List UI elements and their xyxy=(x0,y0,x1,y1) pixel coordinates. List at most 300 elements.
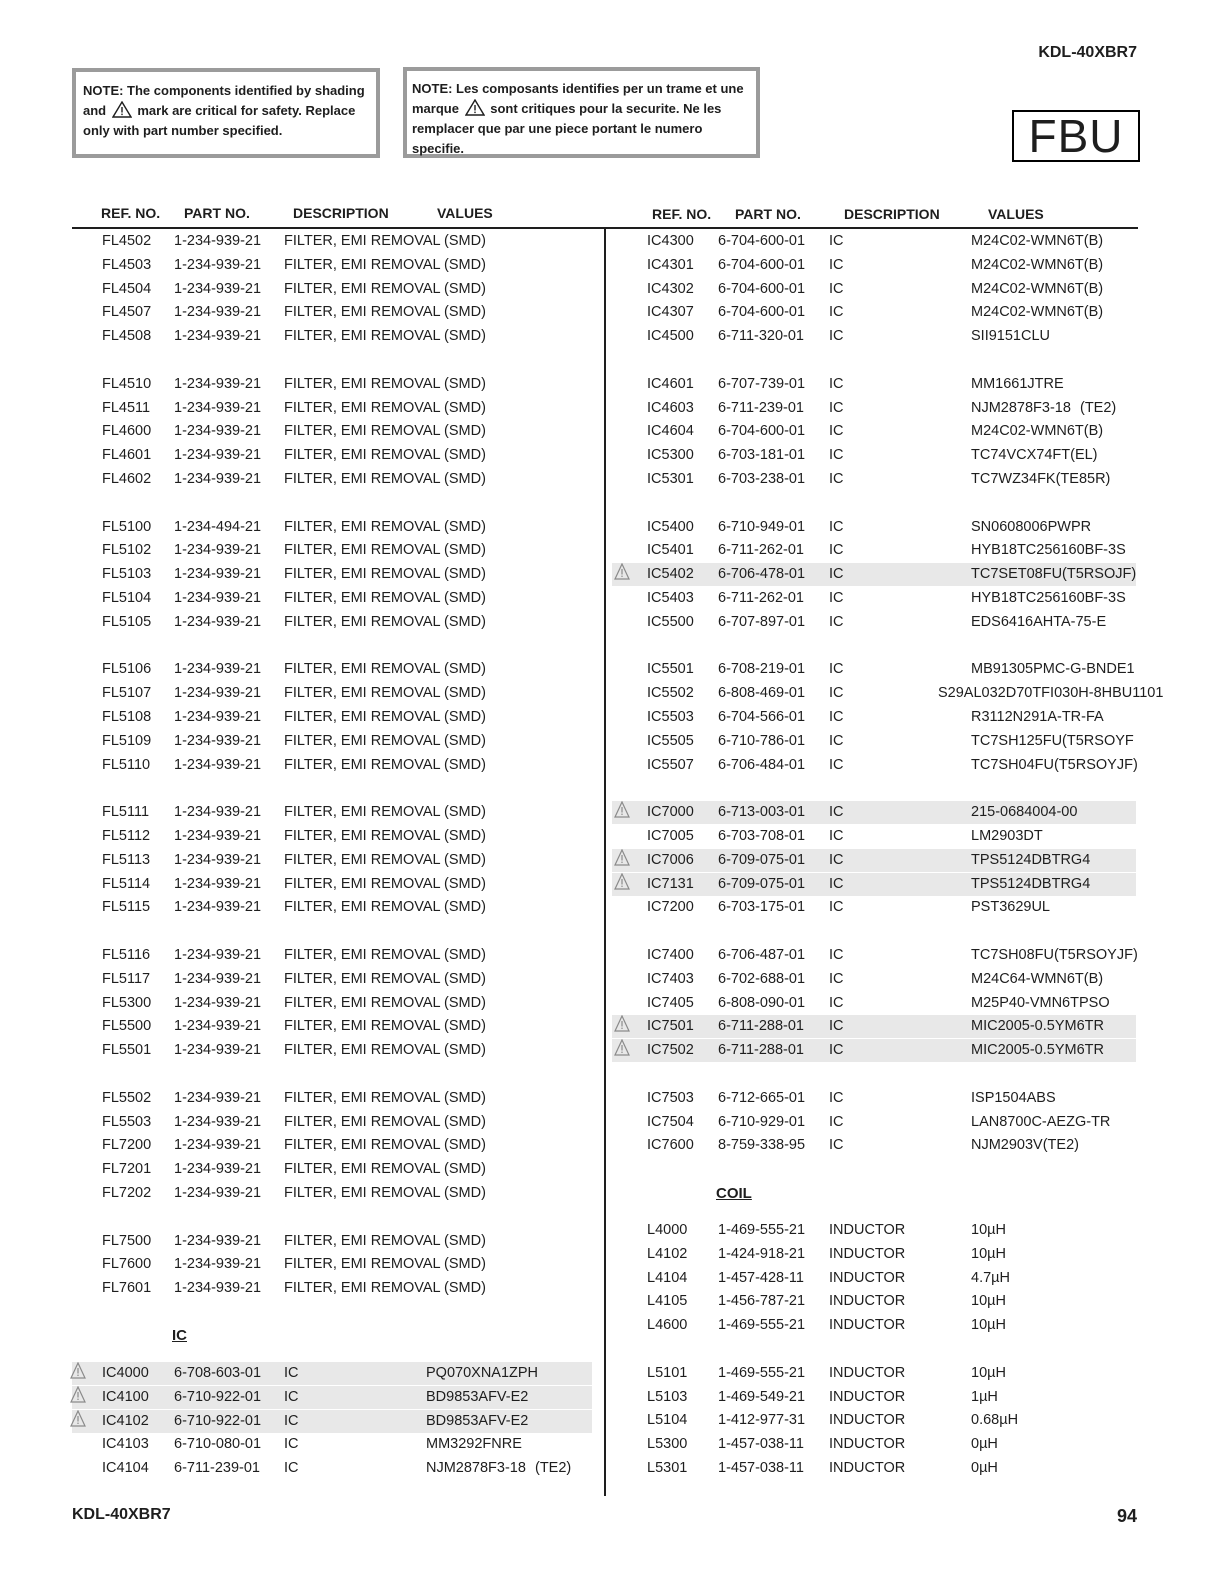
table-row xyxy=(72,1457,592,1480)
table-row xyxy=(612,301,1136,324)
part-no: 1-234-939-21 xyxy=(174,709,262,725)
description: INDUCTOR xyxy=(829,1460,906,1476)
value: SII9151CLU xyxy=(971,328,1050,345)
header-rule-right xyxy=(605,227,1138,229)
description: FILTER, EMI REMOVAL (SMD) xyxy=(284,613,486,630)
warning-triangle-icon xyxy=(614,1015,630,1032)
description: IC xyxy=(829,471,844,487)
description: FILTER, EMI REMOVAL (SMD) xyxy=(284,970,486,987)
description: IC xyxy=(829,542,844,559)
part-no: 1-234-939-21 xyxy=(174,590,262,606)
description: INDUCTOR xyxy=(829,1388,906,1405)
part-no: 6-702-688-01 xyxy=(718,970,806,987)
note-french-text-start: NOTE: Les composants identifies per un trame et une marque xyxy=(412,81,744,116)
table-row xyxy=(612,1290,1136,1313)
header-ref-no-right: REF. NO. xyxy=(652,206,712,222)
table-row xyxy=(612,420,1136,443)
table-row xyxy=(72,873,592,896)
table-row xyxy=(72,278,592,301)
description: IC xyxy=(829,947,844,963)
value: 1µH xyxy=(971,1388,998,1405)
value: SN0608006PWPR xyxy=(971,518,1092,535)
header-values-left: VALUES xyxy=(437,205,493,221)
header-description-right: DESCRIPTION xyxy=(844,206,940,222)
ref-no: FL4601 xyxy=(102,447,152,464)
ref-no: IC7503 xyxy=(647,1089,694,1106)
description: IC xyxy=(829,256,844,273)
part-no: 6-710-786-01 xyxy=(718,732,806,749)
ref-no: IC4302 xyxy=(647,280,694,297)
table-row xyxy=(612,230,1136,253)
ref-no: L5301 xyxy=(647,1460,688,1476)
value: 10µH xyxy=(971,1245,1006,1262)
part-no: 1-234-939-21 xyxy=(174,1256,262,1273)
description: INDUCTOR xyxy=(829,1245,906,1262)
table-row xyxy=(72,968,592,991)
value: S29AL032D70TFI030H-8HBU1101 xyxy=(938,685,1164,702)
ref-no: FL4508 xyxy=(102,328,152,345)
part-no: 6-703-238-01 xyxy=(718,471,806,487)
table-row xyxy=(72,1410,592,1433)
table-row xyxy=(612,754,1136,777)
description: FILTER, EMI REMOVAL (SMD) xyxy=(284,423,486,440)
value: 4.7µH xyxy=(971,1269,1010,1286)
description: FILTER, EMI REMOVAL (SMD) xyxy=(284,1280,486,1297)
ref-no: IC4300 xyxy=(647,233,694,249)
value: TC7SET08FU(T5RSOJF) xyxy=(971,566,1137,583)
part-no: 1-234-939-21 xyxy=(174,328,262,345)
value: MB91305PMC-G-BNDE1 xyxy=(971,661,1135,678)
part-no: 1-234-939-21 xyxy=(174,1280,262,1297)
table-row xyxy=(612,1087,1136,1110)
ref-no: FL5106 xyxy=(102,661,152,678)
part-no: 1-234-939-21 xyxy=(174,399,262,416)
ref-no: FL5110 xyxy=(102,756,151,773)
description: FILTER, EMI REMOVAL (SMD) xyxy=(284,851,486,868)
part-no: 6-711-239-01 xyxy=(174,1460,260,1477)
table-row xyxy=(72,516,592,539)
part-no: 1-234-939-21 xyxy=(174,994,262,1011)
table-row xyxy=(612,278,1136,301)
description: IC xyxy=(829,518,844,535)
ref-no: IC4604 xyxy=(647,423,694,440)
value: 10µH xyxy=(971,1364,1006,1381)
description: FILTER, EMI REMOVAL (SMD) xyxy=(284,590,486,606)
table-row xyxy=(72,1158,592,1181)
table-row xyxy=(72,896,592,919)
ref-no: IC7131 xyxy=(647,875,694,892)
value: LM2903DT xyxy=(971,828,1043,844)
ref-no: FL4511 xyxy=(102,399,151,416)
value: LAN8700C-AEZG-TR xyxy=(971,1113,1111,1130)
description: FILTER, EMI REMOVAL (SMD) xyxy=(284,1042,486,1059)
value: M24C02-WMN6T(B) xyxy=(971,233,1104,249)
ref-no: FL5102 xyxy=(102,542,152,559)
ref-no: FL7601 xyxy=(102,1280,152,1297)
description: IC xyxy=(829,1137,844,1154)
part-no: 1-234-939-21 xyxy=(174,1018,262,1035)
part-no: 1-234-939-21 xyxy=(174,1137,262,1154)
part-no: 1-234-939-21 xyxy=(174,1232,262,1249)
part-no: 1-412-977-31 xyxy=(718,1412,806,1429)
header-description-left: DESCRIPTION xyxy=(293,205,389,221)
part-no: 6-711-239-01 xyxy=(718,399,804,416)
value-suffix: (TE2) xyxy=(535,1460,572,1477)
ref-no: IC4301 xyxy=(647,256,694,273)
ref-no: IC5401 xyxy=(647,542,694,559)
part-no: 6-704-600-01 xyxy=(718,233,806,249)
ref-no: IC5300 xyxy=(647,447,694,464)
warning-triangle-icon xyxy=(70,1362,86,1379)
table-row xyxy=(612,325,1136,348)
part-no: 1-234-939-21 xyxy=(174,542,262,559)
ref-no: L5101 xyxy=(647,1364,688,1381)
description: INDUCTOR xyxy=(829,1412,906,1429)
value: TPS5124DBTRG4 xyxy=(971,875,1091,892)
ref-no: IC7006 xyxy=(647,851,694,868)
table-row xyxy=(612,516,1136,539)
description: IC xyxy=(284,1460,299,1477)
warning-triangle-icon xyxy=(614,873,630,890)
description: FILTER, EMI REMOVAL (SMD) xyxy=(284,709,486,725)
value: NJM2903V(TE2) xyxy=(971,1137,1079,1154)
ref-no: FL7202 xyxy=(102,1185,152,1201)
table-row xyxy=(612,706,1136,729)
header-part-no-right: PART NO. xyxy=(735,206,801,222)
ref-no: IC5502 xyxy=(647,685,694,702)
part-no: 6-711-288-01 xyxy=(718,1018,804,1035)
part-no: 6-708-219-01 xyxy=(718,661,806,678)
part-no: 1-234-939-21 xyxy=(174,471,262,487)
description: FILTER, EMI REMOVAL (SMD) xyxy=(284,566,486,583)
page-number: 94 xyxy=(1116,1506,1137,1526)
ref-no: IC4100 xyxy=(102,1388,149,1405)
table-row xyxy=(72,1362,592,1385)
part-no: 1-424-918-21 xyxy=(718,1245,806,1262)
table-row xyxy=(612,1457,1136,1480)
ref-no: IC5400 xyxy=(647,518,694,535)
value: PST3629UL xyxy=(971,899,1050,916)
description: IC xyxy=(829,590,844,606)
part-no: 6-712-665-01 xyxy=(718,1089,806,1106)
ref-no: FL5115 xyxy=(102,899,151,916)
part-no: 6-711-262-01 xyxy=(718,590,804,606)
table-row xyxy=(72,849,592,872)
part-no: 1-234-939-21 xyxy=(174,685,262,702)
ref-no: IC7502 xyxy=(647,1042,694,1059)
table-row xyxy=(72,1134,592,1157)
table-row xyxy=(612,658,1136,681)
description: IC xyxy=(829,804,844,821)
table-row xyxy=(72,325,592,348)
part-no: 6-704-566-01 xyxy=(718,709,806,725)
ref-no: FL5100 xyxy=(102,518,152,535)
value: R3112N291A-TR-FA xyxy=(971,709,1104,725)
table-row xyxy=(612,1111,1136,1134)
ref-no: IC7600 xyxy=(647,1137,694,1154)
part-no: 6-710-080-01 xyxy=(174,1436,262,1453)
ref-no: IC4103 xyxy=(102,1436,149,1453)
table-row xyxy=(72,1386,592,1409)
part-no: 6-703-175-01 xyxy=(718,899,806,916)
ref-no: IC4104 xyxy=(102,1460,149,1477)
part-no: 1-234-939-21 xyxy=(174,233,262,249)
value: 0µH xyxy=(971,1460,998,1476)
description: FILTER, EMI REMOVAL (SMD) xyxy=(284,947,486,963)
part-no: 6-711-262-01 xyxy=(718,542,804,559)
description: FILTER, EMI REMOVAL (SMD) xyxy=(284,280,486,297)
table-row xyxy=(612,1386,1136,1409)
table-row xyxy=(612,1219,1136,1242)
ref-no: FL4600 xyxy=(102,423,152,440)
description: FILTER, EMI REMOVAL (SMD) xyxy=(284,732,486,749)
table-row xyxy=(612,944,1136,967)
part-no: 1-234-939-21 xyxy=(174,828,262,844)
description: IC xyxy=(829,899,844,916)
description: FILTER, EMI REMOVAL (SMD) xyxy=(284,756,486,773)
table-row xyxy=(72,373,592,396)
description: IC xyxy=(829,613,844,630)
ref-no: FL5114 xyxy=(102,875,151,892)
part-no: 1-234-939-21 xyxy=(174,375,262,392)
part-no: 6-711-288-01 xyxy=(718,1042,804,1059)
description: FILTER, EMI REMOVAL (SMD) xyxy=(284,1137,486,1154)
ref-no: IC5301 xyxy=(647,471,694,487)
description: IC xyxy=(829,994,844,1011)
ref-no: L5103 xyxy=(647,1388,688,1405)
ref-no: L4104 xyxy=(647,1269,688,1286)
description: IC xyxy=(284,1365,299,1381)
header-ref-no-left: REF. NO. xyxy=(101,205,161,221)
part-no: 1-234-939-21 xyxy=(174,947,262,963)
value: TC7WZ34FK(TE85R) xyxy=(971,471,1111,487)
ref-no: FL5107 xyxy=(102,685,152,702)
table-row xyxy=(72,468,592,491)
description: IC xyxy=(829,661,844,678)
table-row xyxy=(612,1409,1136,1432)
value: HYB18TC256160BF-3S xyxy=(971,590,1126,606)
table-row xyxy=(72,539,592,562)
warning-triangle-icon xyxy=(614,1039,630,1056)
warning-triangle-icon xyxy=(70,1386,86,1403)
description: FILTER, EMI REMOVAL (SMD) xyxy=(284,471,486,487)
part-no: 6-713-003-01 xyxy=(718,804,806,821)
description: FILTER, EMI REMOVAL (SMD) xyxy=(284,328,486,345)
table-row xyxy=(612,730,1136,753)
value: TPS5124DBTRG4 xyxy=(971,851,1091,868)
safety-note-french xyxy=(403,67,760,158)
part-no: 6-709-075-01 xyxy=(718,851,806,868)
part-no: 6-704-600-01 xyxy=(718,304,806,321)
table-row xyxy=(72,801,592,824)
warning-triangle-icon xyxy=(614,801,630,818)
description: FILTER, EMI REMOVAL (SMD) xyxy=(284,1018,486,1035)
description: IC xyxy=(829,447,844,464)
part-no: 6-704-600-01 xyxy=(718,280,806,297)
description: FILTER, EMI REMOVAL (SMD) xyxy=(284,875,486,892)
table-row xyxy=(72,1111,592,1134)
ic-section-heading: IC xyxy=(172,1327,187,1344)
header-values-right: VALUES xyxy=(988,206,1044,222)
table-row xyxy=(72,1433,592,1456)
part-no: 1-457-038-11 xyxy=(718,1436,804,1453)
description: IC xyxy=(829,399,844,416)
table-row xyxy=(612,682,1164,705)
ref-no: IC7005 xyxy=(647,828,694,844)
part-no: 1-234-939-21 xyxy=(174,447,262,464)
warning-triangle-icon xyxy=(465,99,485,116)
value-suffix: (TE2) xyxy=(1080,399,1117,416)
description: IC xyxy=(284,1436,299,1453)
ref-no: FL5104 xyxy=(102,590,152,606)
table-row xyxy=(72,1039,592,1062)
part-no: 1-234-939-21 xyxy=(174,851,262,868)
ref-no: L5104 xyxy=(647,1412,688,1429)
ref-no: FL5501 xyxy=(102,1042,152,1059)
value: M24C02-WMN6T(B) xyxy=(971,304,1104,321)
part-no: 8-759-338-95 xyxy=(718,1137,806,1154)
ref-no: L5300 xyxy=(647,1436,688,1453)
description: IC xyxy=(829,828,844,844)
description: IC xyxy=(829,1113,844,1130)
description: IC xyxy=(829,375,844,392)
description: FILTER, EMI REMOVAL (SMD) xyxy=(284,685,486,702)
ref-no: FL5503 xyxy=(102,1113,152,1130)
ref-no: FL4510 xyxy=(102,375,152,392)
description: IC xyxy=(829,566,844,583)
description: INDUCTOR xyxy=(829,1293,906,1310)
value: 10µH xyxy=(971,1317,1006,1334)
table-row xyxy=(612,968,1136,991)
value: EDS6416AHTA-75-E xyxy=(971,613,1107,630)
table-row xyxy=(612,896,1136,919)
description: FILTER, EMI REMOVAL (SMD) xyxy=(284,233,486,249)
table-row xyxy=(612,1039,1136,1062)
table-row xyxy=(612,563,1136,586)
value: NJM2878F3-18 xyxy=(426,1460,526,1477)
ref-no: FL4503 xyxy=(102,256,152,273)
value: 0.68µH xyxy=(971,1412,1019,1429)
ref-no: IC7504 xyxy=(647,1113,694,1130)
ref-no: FL4502 xyxy=(102,233,152,249)
ref-no: IC4000 xyxy=(102,1365,149,1381)
description: IC xyxy=(284,1412,299,1429)
value: MIC2005-0.5YM6TR xyxy=(971,1018,1104,1035)
description: FILTER, EMI REMOVAL (SMD) xyxy=(284,304,486,321)
table-row xyxy=(72,1182,592,1205)
ref-no: IC5507 xyxy=(647,756,694,773)
note-french-text-end: sont critiques pour la securite. Ne les remplacer que par une piece portant le numero specifie. xyxy=(412,101,722,156)
ref-no: FL5112 xyxy=(102,828,151,844)
ref-no: FL7201 xyxy=(102,1161,152,1178)
header-rule-left xyxy=(72,227,605,229)
part-no: 6-706-478-01 xyxy=(718,566,806,583)
ref-no: IC7200 xyxy=(647,899,694,916)
description: IC xyxy=(829,709,844,725)
part-no: 6-710-929-01 xyxy=(718,1113,806,1130)
description: INDUCTOR xyxy=(829,1436,906,1453)
table-row xyxy=(72,444,592,467)
part-no: 1-234-939-21 xyxy=(174,732,262,749)
value: M24C02-WMN6T(B) xyxy=(971,256,1104,273)
value: M25P40-VMN6TPSO xyxy=(971,994,1110,1011)
table-row xyxy=(612,1362,1136,1385)
ref-no: IC4102 xyxy=(102,1412,149,1429)
part-no: 6-703-708-01 xyxy=(718,828,806,844)
value: ISP1504ABS xyxy=(971,1089,1056,1106)
part-no: 1-469-555-21 xyxy=(718,1222,806,1238)
description: INDUCTOR xyxy=(829,1222,906,1238)
part-no: 1-234-939-21 xyxy=(174,899,262,916)
value: TC7SH08FU(T5RSOYJF) xyxy=(971,947,1138,963)
part-no: 1-234-939-21 xyxy=(174,1185,262,1201)
ref-no: L4000 xyxy=(647,1222,688,1238)
part-no: 6-704-600-01 xyxy=(718,423,806,440)
description: FILTER, EMI REMOVAL (SMD) xyxy=(284,542,486,559)
description: IC xyxy=(829,756,844,773)
table-row xyxy=(612,397,1136,420)
description: FILTER, EMI REMOVAL (SMD) xyxy=(284,1256,486,1273)
ref-no: IC7400 xyxy=(647,947,694,963)
description: IC xyxy=(829,280,844,297)
description: FILTER, EMI REMOVAL (SMD) xyxy=(284,1185,486,1201)
value: NJM2878F3-18 xyxy=(971,399,1071,416)
value: TC7SH04FU(T5RSOYJF) xyxy=(971,756,1138,773)
value: BD9853AFV-E2 xyxy=(426,1412,529,1429)
safety-note-english xyxy=(72,68,380,158)
table-row xyxy=(72,944,592,967)
description: FILTER, EMI REMOVAL (SMD) xyxy=(284,994,486,1011)
ref-no: L4102 xyxy=(647,1245,688,1262)
ref-no: IC4500 xyxy=(647,328,694,345)
ref-no: FL5108 xyxy=(102,709,152,725)
part-no: 1-234-939-21 xyxy=(174,566,262,583)
table-row xyxy=(72,730,592,753)
value: MM1661JTRE xyxy=(971,375,1064,392)
part-no: 1-234-939-21 xyxy=(174,661,262,678)
table-row xyxy=(72,301,592,324)
table-row xyxy=(72,658,592,681)
note-english-text-end: mark are critical for safety. Replace only with part number specified. xyxy=(83,103,356,138)
description: IC xyxy=(829,970,844,987)
description: IC xyxy=(829,304,844,321)
value: 215-0684004-00 xyxy=(971,804,1078,821)
table-row xyxy=(72,1277,592,1300)
ref-no: FL5113 xyxy=(102,851,151,868)
part-no: 1-234-939-21 xyxy=(174,423,262,440)
description: FILTER, EMI REMOVAL (SMD) xyxy=(284,1232,486,1249)
part-no: 6-808-469-01 xyxy=(718,685,806,702)
table-row xyxy=(612,849,1136,872)
description: IC xyxy=(829,1042,844,1059)
ref-no: FL5111 xyxy=(102,804,150,821)
ref-no: IC5505 xyxy=(647,732,694,749)
ref-no: IC5503 xyxy=(647,709,694,725)
part-no: 1-234-939-21 xyxy=(174,804,262,821)
header-part-no-left: PART NO. xyxy=(184,205,250,221)
description: FILTER, EMI REMOVAL (SMD) xyxy=(284,661,486,678)
table-row xyxy=(72,1253,592,1276)
table-row xyxy=(612,373,1136,396)
part-no: 6-708-603-01 xyxy=(174,1365,262,1381)
part-no: 1-234-939-21 xyxy=(174,304,262,321)
table-row xyxy=(72,254,592,277)
description: FILTER, EMI REMOVAL (SMD) xyxy=(284,899,486,916)
table-row xyxy=(72,397,592,420)
ref-no: L4105 xyxy=(647,1293,688,1310)
description: IC xyxy=(829,685,844,702)
value: PQ070XNA1ZPH xyxy=(426,1365,539,1381)
